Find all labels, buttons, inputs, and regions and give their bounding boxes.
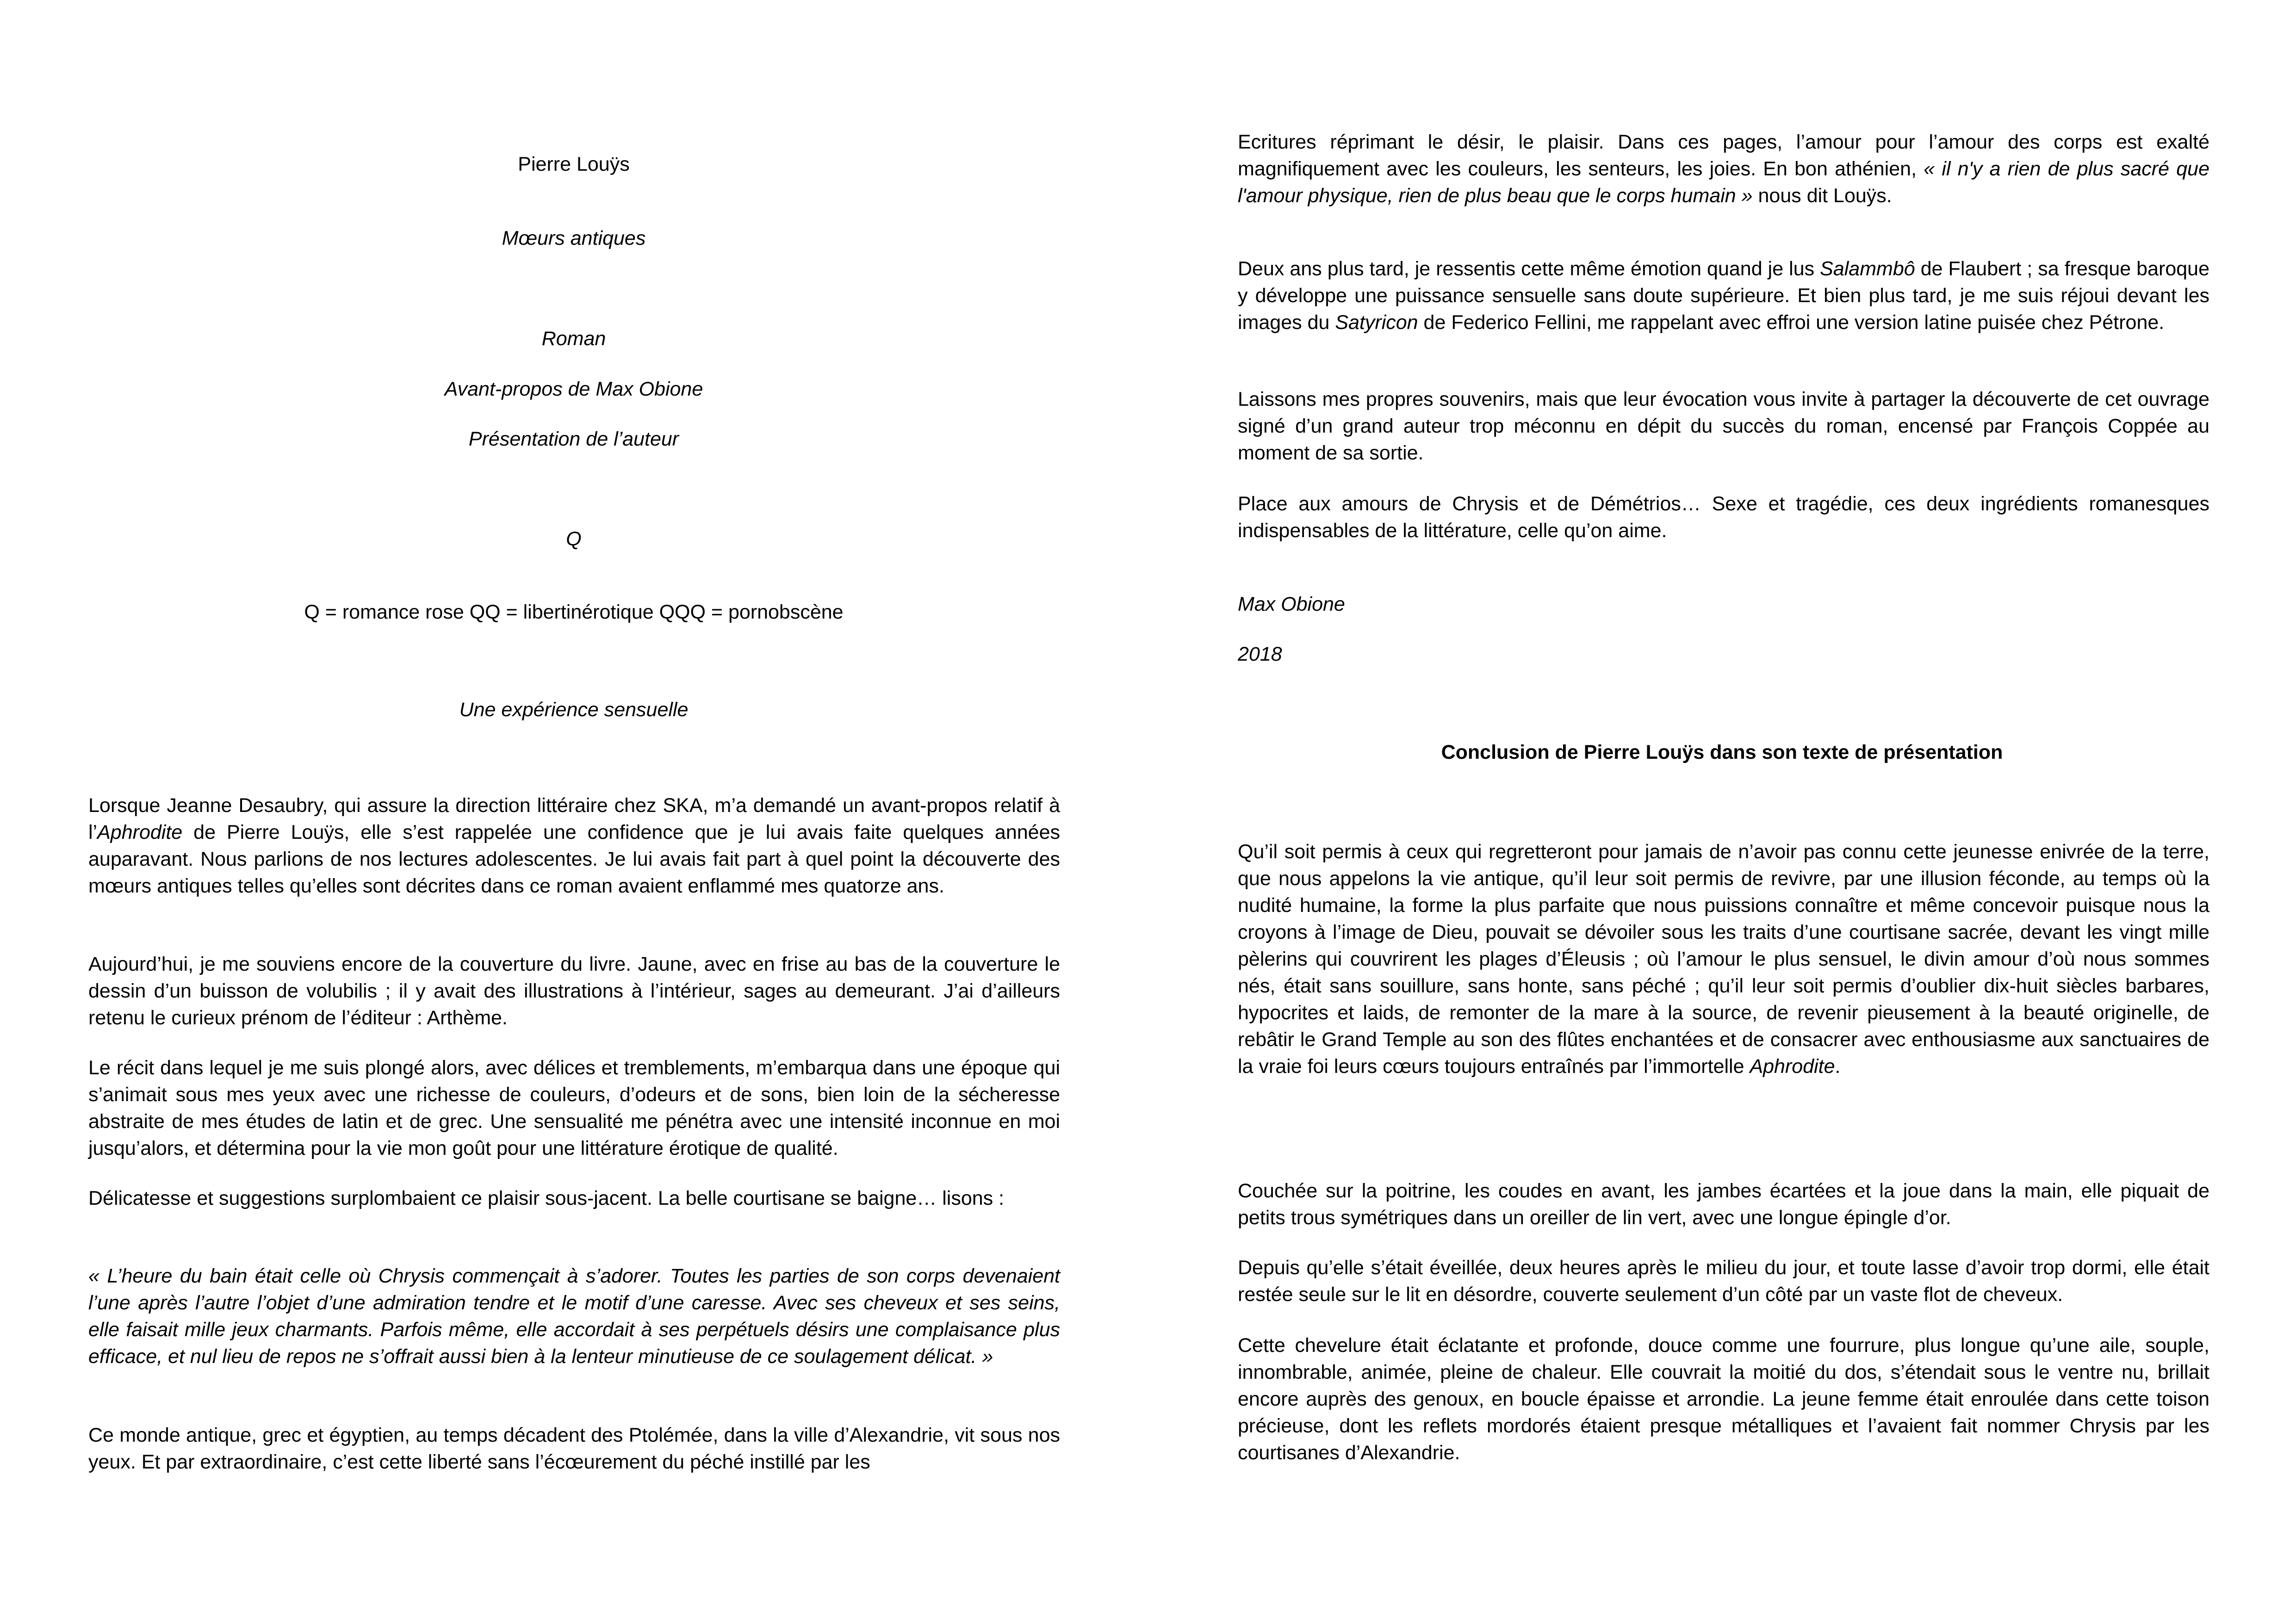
conclusion-heading: Conclusion de Pierre Louÿs dans son texte de présentation: [1441, 741, 2003, 763]
novel-paragraph-1: Couchée sur la poitrine, les coudes en avant, les jambes écartées et la joue dans la main, elle piquait de petits trous symétriques dans un oreiller de lin vert, avec une longue épingle d’or.: [1238, 1180, 2209, 1229]
louys-quote: « il n'y a rien de plus sacré que l'amour physique, rien de plus beau que le corps humain »: [1238, 158, 2209, 207]
foreword-paragraph-8: Deux ans plus tard, je ressentis cette même émotion quand je lus Salammbô de Flaubert ; sa fresque baroque y développe une puissance sensuelle sans doute supérieure. Et bien plus tard, je me suis réjoui devant les images du Satyricon de Federico Fellini, me rappelant avec effroi une version latine puisée chez Pétrone.: [1238, 258, 2209, 334]
novel-paragraph-2: Depuis qu’elle s’était éveillée, deux heures après le milieu du jour, et toute lasse d’avoir trop dormi, elle était restée seule sur le lit en désordre, couverte seulement d’un côté par un vaste flot de cheveux.: [1238, 1257, 2209, 1306]
conclusion-paragraph: Qu’il soit permis à ceux qui regretteront pour jamais de n’avoir pas connu cette jeunesse enivrée de la terre, que nous appelons la vie antique, qu’il leur soit permis de revivre, par une illusion féconde, au temps où la nudité humaine, la forme la plus parfaite que nous puissions connaître et même concevoir puisque nous la croyons à l’image de Dieu, pouvait se dévoiler sous les traits d’une courtisane sacrée, devant les vingt mille pèlerins qui couvrirent les plages d’Éleusis ; où l’amour le plus sensuel, le divin amour d’où nous sommes nés, était sans souillure, sans honte, sans péché ; qu’il leur soit permis d’oublier dix-huit siècles barbares, hypocrites et laids, de remonter de la mare à la source, de revenir pieusement à la beauté originelle, de rebâtir le Grand Temple au son des flûtes enchantées et de consacrer avec enthousiasme aux sanctuaires de la vraie foi leurs cœurs toujours entraînés par l’immortelle Aphrodite.: [1238, 841, 2209, 1078]
rating-legend: Q = romance rose QQ = libertinérotique QQQ = pornobscène: [304, 601, 844, 623]
foreword-paragraph-6: Ce monde antique, grec et égyptien, au temps décadent des Ptolémée, dans la ville d’Alexandrie, vit sous nos yeux. Et par extraordinaire, c’est cette liberté sans l’écœurement du péché instillé par les: [88, 1424, 1060, 1473]
salammbo-reference: Salammbô: [1820, 258, 1915, 280]
quoted-excerpt: « L’heure du bain était celle où Chrysis commençait à s’adorer. Toutes les parties de son corps devenaient l’une après l’autre l’objet d’une admiration tendre et le motif d’une caresse. Avec ses cheveux et ses seins, elle faisait mille jeux charmants. Parfois même, elle accordait à ses perpétuels désirs une complaisance plus efficace, et nul lieu de repos ne s’offrait aussi bien à la lenteur minutieuse de ce soulagement délicat. »: [88, 1265, 1060, 1368]
author-presentation-label: Présentation de l’auteur: [468, 428, 679, 450]
foreword-paragraph-7: Ecritures réprimant le désir, le plaisir. Dans ces pages, l’amour pour l’amour des corps est exalté magnifiquement avec les couleurs, les senteurs, les joies. En bon athénien, « il n'y a rien de plus sacré que l'amour physique, rien de plus beau que le corps humain » nous dit Louÿs.: [1238, 131, 2209, 207]
genre-label: Roman: [541, 328, 606, 350]
signature-year: 2018: [1238, 643, 1282, 665]
foreword-credit: Avant-propos de Max Obione: [444, 378, 703, 400]
foreword-paragraph-4: Délicatesse et suggestions surplombaient ce plaisir sous-jacent. La belle courtisane se baigne… lisons :: [88, 1187, 1005, 1209]
signature: Max Obione: [1238, 593, 1345, 615]
right-page: [1148, 0, 2296, 1623]
foreword-paragraph-2: Aujourd’hui, je me souviens encore de la couverture du livre. Jaune, avec en frise au bas de la couverture le dessin d’un buisson de volubilis ; il y avait des illustrations à l’intérieur, sages au demeurant. J’ai d’ailleurs retenu le curieux prénom de l’éditeur : Arthème.: [88, 953, 1060, 1029]
satyricon-reference: Satyricon: [1335, 311, 1418, 334]
rating-symbol: Q: [566, 528, 582, 550]
foreword-paragraph-9: Laissons mes propres souvenirs, mais que leur évocation vous invite à partager la découverte de cet ouvrage signé d’un grand auteur trop méconnu en dépit du succès du roman, encensé par François Coppée au moment de sa sortie.: [1238, 388, 2209, 464]
book-title: Mœurs antiques: [502, 227, 646, 249]
foreword-paragraph-1: Lorsque Jeanne Desaubry, qui assure la direction littéraire chez SKA, m’a demandé un avant-propos relatif à l’Aphrodite de Pierre Louÿs, elle s’est rappelée une confidence que je lui avais faite quelques années auparavant. Nous parlions de nos lectures adolescentes. Je lui avais fait part à quel point la découverte des mœurs antiques telles qu’elles sont décrites dans ce roman avaient enflammé mes quatorze ans.: [88, 794, 1060, 897]
foreword-paragraph-3: Le récit dans lequel je me suis plongé alors, avec délices et tremblements, m’embarqua dans une époque qui s’animait sous mes yeux avec une richesse de couleurs, d’odeurs et de sons, bien loin de la sécheresse abstraite de mes études de latin et de grec. Une sensualité me pénétra avec une intensité inconnue en moi jusqu’alors, et détermina pour la vie mon goût pour une littérature érotique de qualité.: [88, 1057, 1060, 1159]
section-title: Une expérience sensuelle: [459, 699, 689, 721]
foreword-paragraph-10: Place aux amours de Chrysis et de Démétrios… Sexe et tragédie, ces deux ingrédients romanesques indispensables de la littérature, celle qu’on aime.: [1238, 493, 2209, 542]
novel-paragraph-3: Cette chevelure était éclatante et profonde, douce comme une fourrure, plus longue qu’une aile, souple, innombrable, animée, pleine de chaleur. Elle couvrait la moitié du dos, s’étendait sous le ventre nu, brillait encore auprès des genoux, en boucle épaisse et arrondie. La jeune femme était enroulée dans cette toison précieuse, dont les reflets mordorés étaient presque métalliques et l’avaient fait nommer Chrysis par les courtisanes d’Alexandrie.: [1238, 1334, 2209, 1464]
book-title-reference: Aphrodite: [97, 821, 183, 843]
aphrodite-reference: Aphrodite: [1750, 1055, 1835, 1078]
author-name: Pierre Louÿs: [518, 153, 630, 175]
